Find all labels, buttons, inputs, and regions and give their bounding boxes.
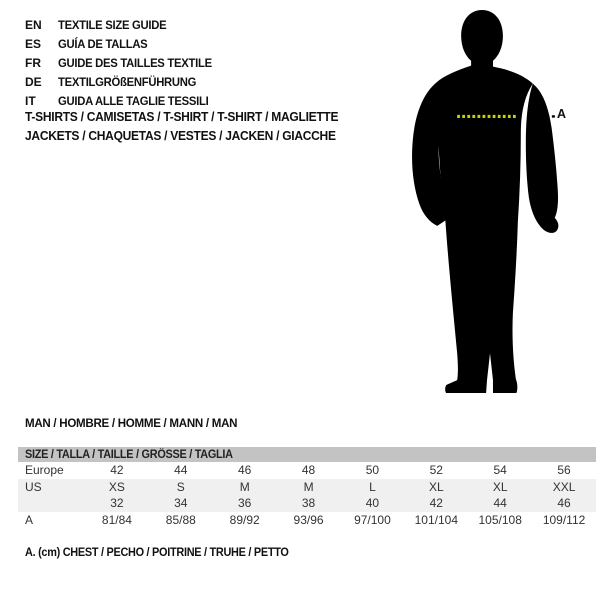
silhouette-head: [461, 10, 503, 71]
cell: 56: [557, 463, 571, 478]
cell: 109/112: [542, 512, 586, 527]
category-line-tshirts: T-SHIRTS / CAMISETAS / T-SHIRT / T-SHIRT / MAGLIETTE: [25, 109, 339, 124]
table-row-us-letters: [18, 479, 596, 496]
cell: 93/96: [293, 512, 324, 527]
category-title: [25, 108, 358, 145]
measure-label-a: A: [557, 107, 567, 121]
cell: 105/108: [478, 512, 522, 527]
table-row-europe: [18, 462, 596, 479]
cell: 42: [110, 463, 124, 478]
cell: M: [239, 479, 250, 494]
cell: 52: [429, 463, 443, 478]
cell: XL: [428, 479, 444, 494]
cell: 38: [301, 496, 316, 511]
language-code: IT: [25, 93, 36, 108]
cell: 46: [238, 463, 252, 478]
language-label: TEXTILE SIZE GUIDE: [58, 17, 167, 32]
language-row-es: [25, 34, 222, 53]
language-code: EN: [25, 17, 42, 32]
row-label: A: [25, 512, 34, 527]
language-row-de: [25, 72, 222, 91]
cell: S: [176, 479, 185, 494]
cell: 32: [110, 496, 124, 511]
table-row-us-numbers: [18, 495, 596, 512]
silhouette-right-arm: [526, 84, 559, 233]
size-table-header: [18, 447, 596, 462]
language-code: FR: [25, 55, 41, 70]
size-table-header-label: SIZE / TALLA / TAILLE / GRÖSSE / TAGLIA: [25, 448, 233, 461]
language-label: GUÍA DE TALLAS: [58, 36, 148, 51]
man-silhouette-svg: [400, 5, 580, 393]
measurement-footnote: A. (cm) CHEST / PECHO / POITRINE / TRUHE / PETTO: [25, 546, 289, 559]
language-label: GUIDE DES TAILLES TEXTILE: [58, 55, 212, 70]
cell: 34: [174, 496, 188, 511]
cell: XXL: [552, 479, 576, 494]
language-row-fr: [25, 53, 222, 72]
cell: 54: [493, 463, 507, 478]
silhouette-body: [435, 66, 533, 393]
cell: 101/104: [414, 512, 458, 527]
cell: 46: [557, 496, 571, 511]
cell: 40: [365, 496, 380, 511]
language-row-en: [25, 15, 222, 34]
cell: XL: [492, 479, 508, 494]
cell: 97/100: [354, 512, 391, 527]
row-label: Europe: [25, 463, 64, 478]
language-label: GUIDA ALLE TAGLIE TESSILI: [58, 93, 209, 108]
table-row-chest-cm: [18, 512, 596, 529]
cell: 44: [174, 463, 188, 478]
cell: 36: [238, 496, 252, 511]
cell: 42: [429, 496, 443, 511]
cell: 81/84: [101, 512, 132, 527]
cell: 44: [493, 496, 507, 511]
cell: 89/92: [229, 512, 260, 527]
cell: M: [303, 479, 314, 494]
cell: 48: [301, 463, 316, 478]
language-code: DE: [25, 74, 42, 89]
man-silhouette-figure: [400, 5, 580, 393]
language-code: ES: [25, 36, 42, 51]
language-label: TEXTILGRÖßENFÜHRUNG: [58, 74, 197, 89]
size-table: [18, 447, 596, 528]
cell: 85/88: [165, 512, 196, 527]
category-line-jackets: JACKETS / CHAQUETAS / VESTES / JACKEN / GIACCHE: [25, 127, 336, 143]
cell: XS: [108, 479, 125, 494]
row-label: US: [25, 479, 42, 494]
language-list: [25, 15, 222, 110]
section-title: MAN / HOMBRE / HOMME / MANN / MAN: [25, 416, 238, 430]
cell: 50: [365, 463, 380, 478]
cell: L: [369, 479, 376, 494]
